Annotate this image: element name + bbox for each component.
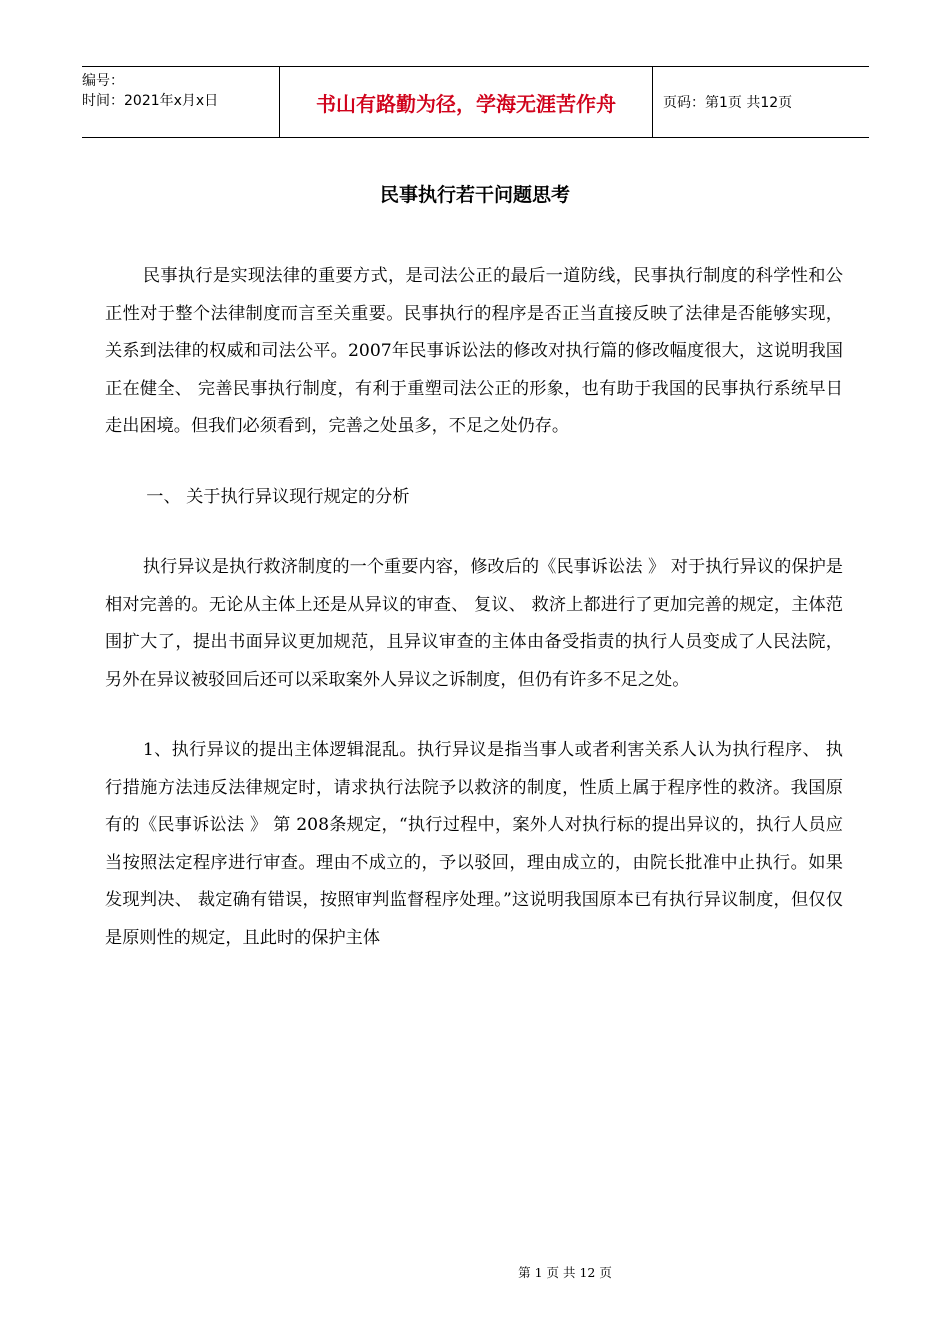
paragraph-execution-objection: 执行异议是执行救济制度的一个重要内容，修改后的《民事诉讼法 》 对于执行异议的保护是相对完善的。无论从主体上还是从异议的审查、 复议、 救济上都进行了更加完善的规定，主体范围扩大了，提出书面异议更加规范，且异议审查的主体由备受指责的执行人员变成了人民法院，另外在异议被驳回后还可以采取案外人异议之诉制度，但仍有许多不足之处。 (105, 557, 843, 690)
date-label: 时间：2021年x月x日 (82, 93, 219, 109)
document-body (105, 258, 843, 990)
paragraph-intro: 民事执行是实现法律的重要方式，是司法公正的最后一道防线，民事执行制度的科学性和公正性对于整个法律制度而言至关重要。民事执行的程序是否正当直接反映了法律是否能够实现，关系到法律的权威和司法公平。2007年民事诉讼法的修改对执行篇的修改幅度很大，这说明我国正在健全、 完善民事执行制度，有利于重塑司法公正的形象，也有助于我国的民事执行系统早日走出困境。但我们必须看到，完善之处虽多，不足之处仍存。 (105, 266, 843, 436)
section-heading: 一、 关于执行异议现行规定的分析 (146, 486, 410, 507)
document-title: 民事执行若干问题思考 (379, 184, 570, 206)
paragraph-point-1: 1、执行异议的提出主体逻辑混乱。执行异议是指当事人或者利害关系人认为执行程序、 执行措施方法违反法律规定时，请求执行法院予以救济的制度，性质上属于程序性的救济。我国原有的《民事诉讼法 》 第 208条规定，“执行过程中，案外人对执行标的提出异议的，执行人员应当按照法定程序进行审查。理由不成立的，予以驳回，理由成立的，由院长批准中止执行。如果发现判决、 裁定确有错误，按照审判监督程序处理。”这说明我国原本已有执行异议制度，但仅仅是原则性的规定，且此时的保护主体 (105, 740, 843, 948)
header-motto: 书山有路勤为径，学海无涯苦作舟 (280, 67, 653, 137)
header-meta (82, 67, 280, 137)
document-header (82, 66, 869, 138)
header-page-info: 页码：第1页 共12页 (663, 95, 793, 111)
page-footer: 第 1 页 共 12 页 (518, 1265, 612, 1280)
number-label: 编号： (82, 73, 124, 89)
